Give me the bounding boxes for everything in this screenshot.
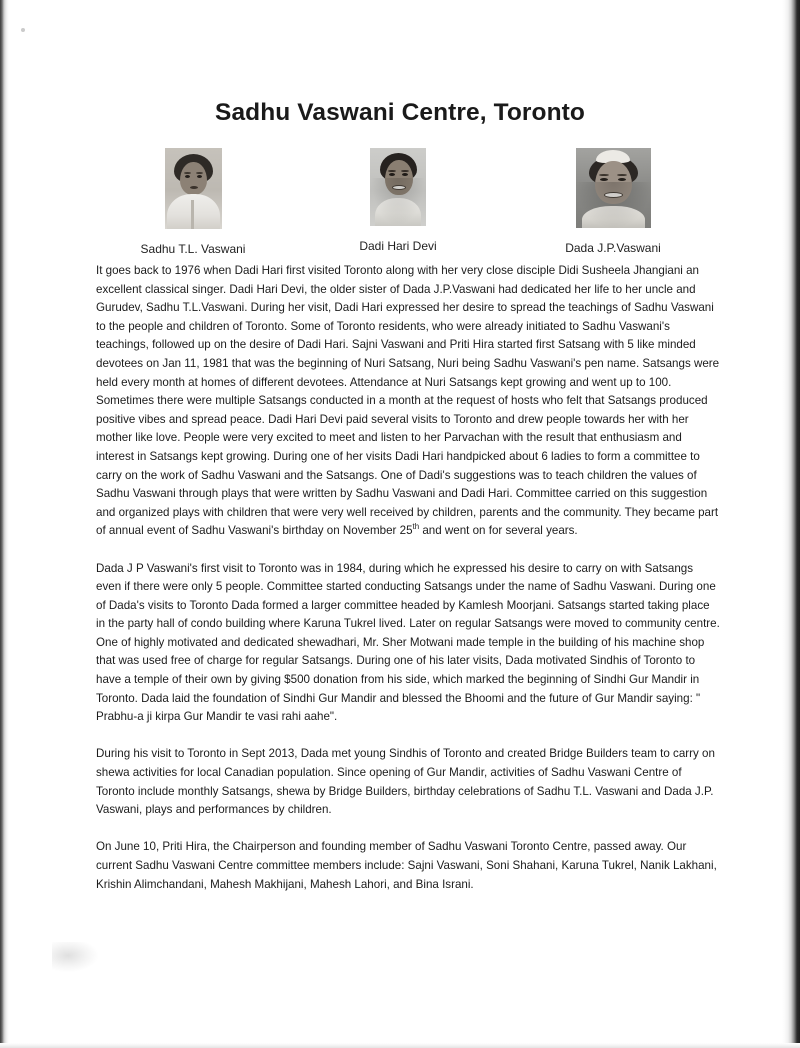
portrait-caption: Sadhu T.L. Vaswani <box>140 242 246 256</box>
portrait-photo-dada-jp-vaswani-icon <box>576 148 651 228</box>
scan-edge-right <box>782 0 800 1048</box>
page-title: Sadhu Vaswani Centre, Toronto <box>215 99 585 126</box>
portrait-caption: Dada J.P.Vaswani <box>565 241 661 255</box>
scan-edge-bottom <box>0 1043 800 1048</box>
portrait-photo-sadhu-tl-vaswani-icon <box>165 148 222 229</box>
paragraph-3: During his visit to Toronto in Sept 2013, Dada met young Sindhis of Toronto and created Bridge Builders team to carry on shewa activities for local Canadian population. Since opening of Gur Mandir, activities of Sadhu Vaswani Centre of Toronto include monthly Satsangs, shewa by Bridge Builders, birthday celebrations of Sadhu T.L. Vaswani and Dada J.P. Vaswani, plays and performances by children. <box>96 747 715 817</box>
scan-speck-artifact <box>21 28 25 32</box>
ordinal-superscript: th <box>412 522 420 532</box>
paragraph-1-text-before-superscript: It goes back to 1976 when Dadi Hari first visited Toronto along with her very close disciple Didi Susheela Jhangiani an excellent classical singer. Dadi Hari Devi, the older sister of Dada J.P.Vaswani had dedicated her life to her uncle and Gurudev, Sadhu T.L.Vaswani. During her visit, Dadi Hari expressed her desire to spread the teachings of Sadhu Vaswani to the people and children of Toronto. Some of Toronto residents, who were already initiated to Sadhu Vaswani's teachings, followed up on the desire of Dadi Hari. Sajni Vaswani and Priti Hira started first Satsang with 5 like minded devotees on Jan 11, 1981 that was the beginning of Nuri Satsang, Nuri being Sadhu Vaswani's pen name. Satsangs were held every month at homes of different devotees. Attendance at Nuri Satsangs kept growing and went up to 100. Sometimes there were multiple Satsangs conducted in a month at the request of hosts who felt that Satsangs produced positive vibes and spread peace. Dadi Hari Devi paid several visits to Toronto and drew people towards her with her mother like love. People were very excited to meet and listen to her Parvachan with the result that enthusiasm and interest in Satsangs kept growing. During one of her visits Dadi Hari handpicked about 6 ladies to form a committee to carry on the work of Sadhu Vaswani and the Satsangs. One of Dadi's suggestions was to teach children the values of Sadhu Vaswani through plays that were written by Sadhu Vaswani and Dadi Hari. Committee carried on this suggestion and organized plays with children that were very well received by children, parents and the community. They became part of annual event of Sadhu Vaswani's birthday on November 25 <box>96 264 720 538</box>
portrait-photo-dadi-hari-devi-icon <box>370 148 426 226</box>
portrait-cell-sadhu-tl-vaswani <box>96 148 290 256</box>
scan-edge-left <box>0 0 9 1048</box>
portrait-caption: Dadi Hari Devi <box>359 239 437 253</box>
document-body <box>96 262 720 894</box>
paragraph-2: Dada J P Vaswani's first visit to Toronto was in 1984, during which he expressed his desire to carry on with Satsangs even if there were only 5 people. Committee started conducting Satsangs under the name of Sadhu Vaswani. During one of Dada's visits to Toronto Dada formed a larger committee headed by Kamlesh Moorjani. Satsangs started taking place in the party hall of condo building where Karuna Tukrel lived. Later on regular Satsangs were moved to community centre. One of highly motivated and dedicated shewadhari, Mr. Sher Motwani made temple in the building of his machine shop that was used free of charge for regular Satsangs. During one of his later visits, Dada motivated Sindhis of Toronto to have a temple of their own by giving $500 donation from his side, which marked the beginning of Sindhi Gur Mandir in Toronto. Dada laid the foundation of Sindhi Gur Mandir and blessed the Bhoomi and the future of Gur Mandir saying: " Prabhu-a ji kirpa Gur Mandir te vasi rahi aahe". <box>96 561 720 724</box>
paragraph-1-text-after-superscript: and went on for several years. <box>419 524 578 538</box>
portrait-photo-row <box>96 148 720 256</box>
paragraph-4: On June 10, Priti Hira, the Chairperson and founding member of Sadhu Vaswani Toronto Centre, passed away. Our current Sadhu Vaswani Centre committee members include: Sajni Vaswani, Soni Shahani, Karuna Tukrel, Nanik Lakhani, Krishin Alimchandani, Mahesh Makhijani, Mahesh Lahori, and Bina Israni. <box>96 840 717 891</box>
paragraph-1 <box>96 262 720 541</box>
scan-smudge-artifact <box>52 942 98 972</box>
portrait-cell-dada-jp-vaswani <box>506 148 720 255</box>
portrait-cell-dadi-hari-devi <box>290 148 506 253</box>
